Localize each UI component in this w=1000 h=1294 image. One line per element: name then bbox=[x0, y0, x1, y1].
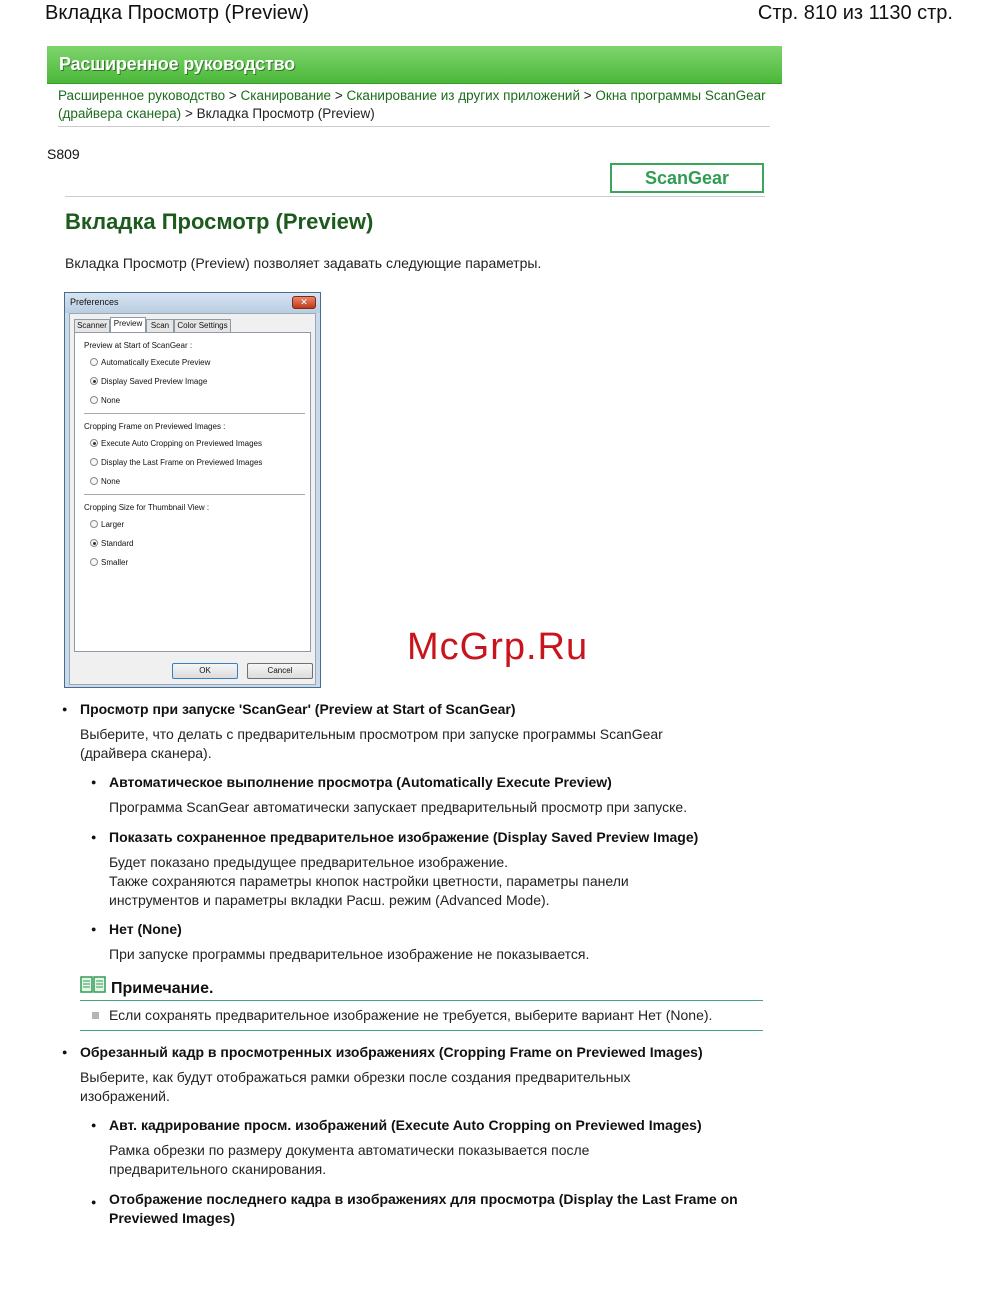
radio-selected-icon bbox=[90, 439, 98, 447]
page-counter: Стр. 810 из 1130 стр. bbox=[757, 2, 953, 24]
radio-selected-icon bbox=[90, 539, 98, 547]
option-heading-display-saved: ● Показать сохраненное предварительное изображение (Display Saved Preview Image) bbox=[109, 829, 698, 845]
section-description bbox=[80, 725, 663, 763]
tab-scan[interactable]: Scan bbox=[146, 319, 174, 333]
preferences-dialog bbox=[64, 292, 321, 688]
option-description: При запуске программы предварительное изображение не показывается. bbox=[109, 946, 590, 962]
description-line: Также сохраняются параметры кнопок настройки цветности, параметры панели bbox=[109, 873, 629, 889]
radio-label: None bbox=[101, 396, 121, 405]
cancel-button[interactable]: Cancel bbox=[247, 663, 313, 679]
breadcrumb-separator: > bbox=[228, 88, 237, 103]
radio-label: None bbox=[101, 477, 121, 486]
description-line: Выберите, как будут отображаться рамки обрезки после создания предварительных bbox=[80, 1069, 631, 1085]
group-separator bbox=[84, 413, 305, 414]
radio-label: Display the Last Frame on Previewed Images bbox=[101, 458, 263, 467]
radio-label: Smaller bbox=[101, 558, 129, 567]
divider bbox=[58, 126, 770, 127]
tab-color-settings[interactable]: Color Settings bbox=[174, 319, 231, 333]
radio-display-last-frame[interactable] bbox=[90, 458, 262, 468]
description-line: Будет показано предыдущее предварительное изображение. bbox=[109, 854, 509, 870]
radio-icon bbox=[90, 477, 98, 485]
description-line: предварительного сканирования. bbox=[109, 1161, 327, 1177]
section-heading-preview-start: ● Просмотр при запуске 'ScanGear' (Preview at Start of ScanGear) bbox=[80, 701, 516, 717]
breadcrumb bbox=[58, 87, 770, 123]
radio-label: Automatically Execute Preview bbox=[101, 358, 211, 367]
breadcrumb-link-scangear-windows[interactable]: Окна программы ScanGear bbox=[595, 88, 766, 103]
description-line: инструментов и параметры вкладки Расш. режим (Advanced Mode). bbox=[109, 892, 550, 908]
option-heading-auto-execute: ● Автоматическое выполнение просмотра (Automatically Execute Preview) bbox=[109, 774, 612, 790]
group-label-cropping-frame: Cropping Frame on Previewed Images : bbox=[84, 422, 226, 431]
note-label: Примечание. bbox=[111, 980, 214, 997]
page-header bbox=[0, 0, 1000, 30]
radio-label: Execute Auto Cropping on Previewed Images bbox=[101, 439, 262, 448]
option-heading-auto-cropping: ● Авт. кадрирование просм. изображений (Execute Auto Cropping on Previewed Images) bbox=[109, 1117, 702, 1133]
dialog-title: Preferences bbox=[70, 297, 119, 307]
book-icon bbox=[80, 976, 106, 994]
option-heading-none: ● Нет (None) bbox=[109, 921, 182, 937]
guide-banner bbox=[47, 46, 782, 84]
note-text: Если сохранять предварительное изображение не требуется, выберите вариант Нет (None). bbox=[109, 1007, 713, 1023]
dialog-body bbox=[69, 313, 316, 685]
radio-label: Display Saved Preview Image bbox=[101, 377, 208, 386]
document-title: Вкладка Просмотр (Preview) bbox=[45, 2, 309, 24]
page-title: Вкладка Просмотр (Preview) bbox=[65, 209, 374, 234]
radio-preview-none[interactable] bbox=[90, 396, 120, 406]
radio-size-smaller[interactable] bbox=[90, 558, 128, 568]
group-label-preview-start: Preview at Start of ScanGear : bbox=[84, 341, 193, 350]
radio-label: Larger bbox=[101, 520, 125, 529]
radio-icon bbox=[90, 558, 98, 566]
breadcrumb-separator: > bbox=[184, 106, 193, 121]
dialog-titlebar bbox=[65, 293, 320, 313]
radio-label: Standard bbox=[101, 539, 134, 548]
option-description bbox=[109, 853, 629, 910]
scangear-badge-label: ScanGear bbox=[644, 168, 730, 188]
ok-button[interactable]: OK bbox=[172, 663, 238, 679]
group-label-thumbnail-size: Cropping Size for Thumbnail View : bbox=[84, 503, 210, 512]
heading-line: Отображение последнего кадра в изображениях для просмотра (Display the Last Frame on bbox=[109, 1191, 738, 1207]
radio-execute-auto-cropping[interactable] bbox=[90, 439, 262, 449]
description-line: Рамка обрезки по размеру документа автоматически показывается после bbox=[109, 1142, 590, 1158]
watermark: McGrp.Ru bbox=[407, 626, 589, 668]
breadcrumb-link-scanning[interactable]: Сканирование bbox=[240, 88, 332, 103]
group-separator bbox=[84, 494, 305, 495]
radio-icon bbox=[90, 396, 98, 404]
radio-icon bbox=[90, 458, 98, 466]
heading-line: Previewed Images) bbox=[109, 1210, 236, 1226]
tab-preview[interactable]: Preview bbox=[110, 317, 146, 333]
breadcrumb-link-other-apps[interactable]: Сканирование из других приложений bbox=[346, 88, 580, 103]
option-heading-last-frame bbox=[109, 1190, 738, 1228]
close-icon[interactable]: ✕ bbox=[292, 296, 316, 309]
radio-icon bbox=[90, 358, 98, 366]
breadcrumb-link-scanner-driver[interactable]: (драйвера сканера) bbox=[58, 106, 182, 121]
radio-size-larger[interactable] bbox=[90, 520, 124, 530]
page-code: S809 bbox=[47, 146, 80, 162]
banner-label: Расширенное руководство bbox=[59, 54, 295, 74]
scangear-badge bbox=[610, 163, 764, 193]
divider bbox=[80, 1030, 763, 1031]
option-description: Программа ScanGear автоматически запускает предварительный просмотр при запуске. bbox=[109, 799, 688, 815]
description-line: (драйвера сканера). bbox=[80, 745, 212, 761]
breadcrumb-separator: > bbox=[334, 88, 343, 103]
tab-scanner[interactable]: Scanner bbox=[74, 319, 110, 333]
note-header bbox=[80, 975, 763, 1001]
description-line: изображений. bbox=[80, 1088, 170, 1104]
radio-size-standard[interactable] bbox=[90, 539, 133, 549]
breadcrumb-separator: > bbox=[583, 88, 592, 103]
breadcrumb-link-advanced-guide[interactable]: Расширенное руководство bbox=[58, 88, 226, 103]
preview-tab-panel bbox=[74, 332, 311, 652]
radio-cropping-none[interactable] bbox=[90, 477, 120, 487]
divider bbox=[65, 196, 765, 197]
description-line: Выберите, что делать с предварительным просмотром при запуске программы ScanGear bbox=[80, 726, 663, 742]
option-description bbox=[109, 1141, 589, 1179]
radio-selected-icon bbox=[90, 377, 98, 385]
breadcrumb-current: Вкладка Просмотр (Preview) bbox=[196, 106, 375, 121]
radio-display-saved-preview[interactable] bbox=[90, 377, 207, 387]
intro-text: Вкладка Просмотр (Preview) позволяет задавать следующие параметры. bbox=[65, 255, 542, 271]
radio-icon bbox=[90, 520, 98, 528]
section-description bbox=[80, 1068, 631, 1106]
section-heading-cropping-frame: ● Обрезанный кадр в просмотренных изображениях (Cropping Frame on Previewed Images) bbox=[80, 1044, 703, 1060]
radio-auto-execute-preview[interactable] bbox=[90, 358, 210, 368]
